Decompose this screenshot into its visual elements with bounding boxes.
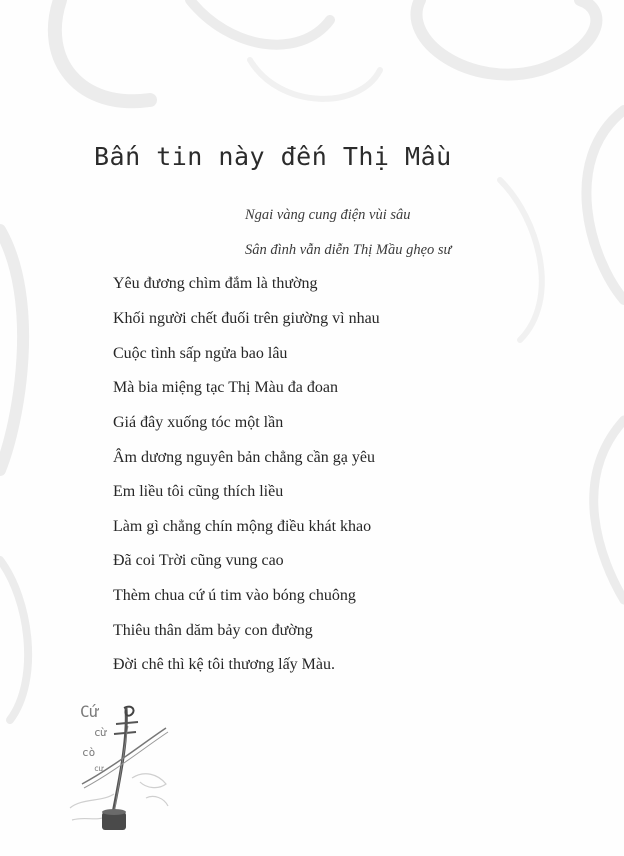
verse-line: Âm dương nguyên bản chẳng cần gạ yêu xyxy=(113,449,375,466)
brand-logo xyxy=(62,698,182,838)
verse-line: Đã coi Trời cũng vung cao xyxy=(113,552,284,569)
verse-line: Thèm chua cứ ú tim vào bóng chuông xyxy=(113,587,356,604)
verse-line: Cuộc tình sấp ngửa bao lâu xyxy=(113,345,288,362)
verse-line: Thiêu thân dăm bảy con đường xyxy=(113,622,313,639)
verse-line: Yêu đương chìm đắm là thường xyxy=(113,275,318,292)
brand-word: cừ xyxy=(94,726,108,739)
epigraph-line: Ngai vàng cung điện vùi sâu xyxy=(245,207,411,223)
verse-line: Làm gì chẳng chín mộng điều khát khao xyxy=(113,518,372,535)
brand-word: cò xyxy=(82,746,96,759)
verse-line: Mà bia miệng tạc Thị Màu đa đoan xyxy=(113,379,338,396)
brand-word: cư xyxy=(94,764,104,773)
poem-title: Bấn tin này đến Thị Mầu xyxy=(94,142,452,171)
epigraph-line: Sân đình vẫn diễn Thị Mầu ghẹo sư xyxy=(245,242,452,258)
verse-line: Giá đây xuống tóc một lần xyxy=(113,414,284,431)
brand-word: Cứ xyxy=(80,702,100,721)
verse-line: Em liều tôi cũng thích liều xyxy=(113,483,284,500)
verse-line: Khối người chết đuối trên giường vì nhau xyxy=(113,310,380,327)
verse-line: Đời chê thì kệ tôi thương lấy Màu. xyxy=(113,656,335,673)
